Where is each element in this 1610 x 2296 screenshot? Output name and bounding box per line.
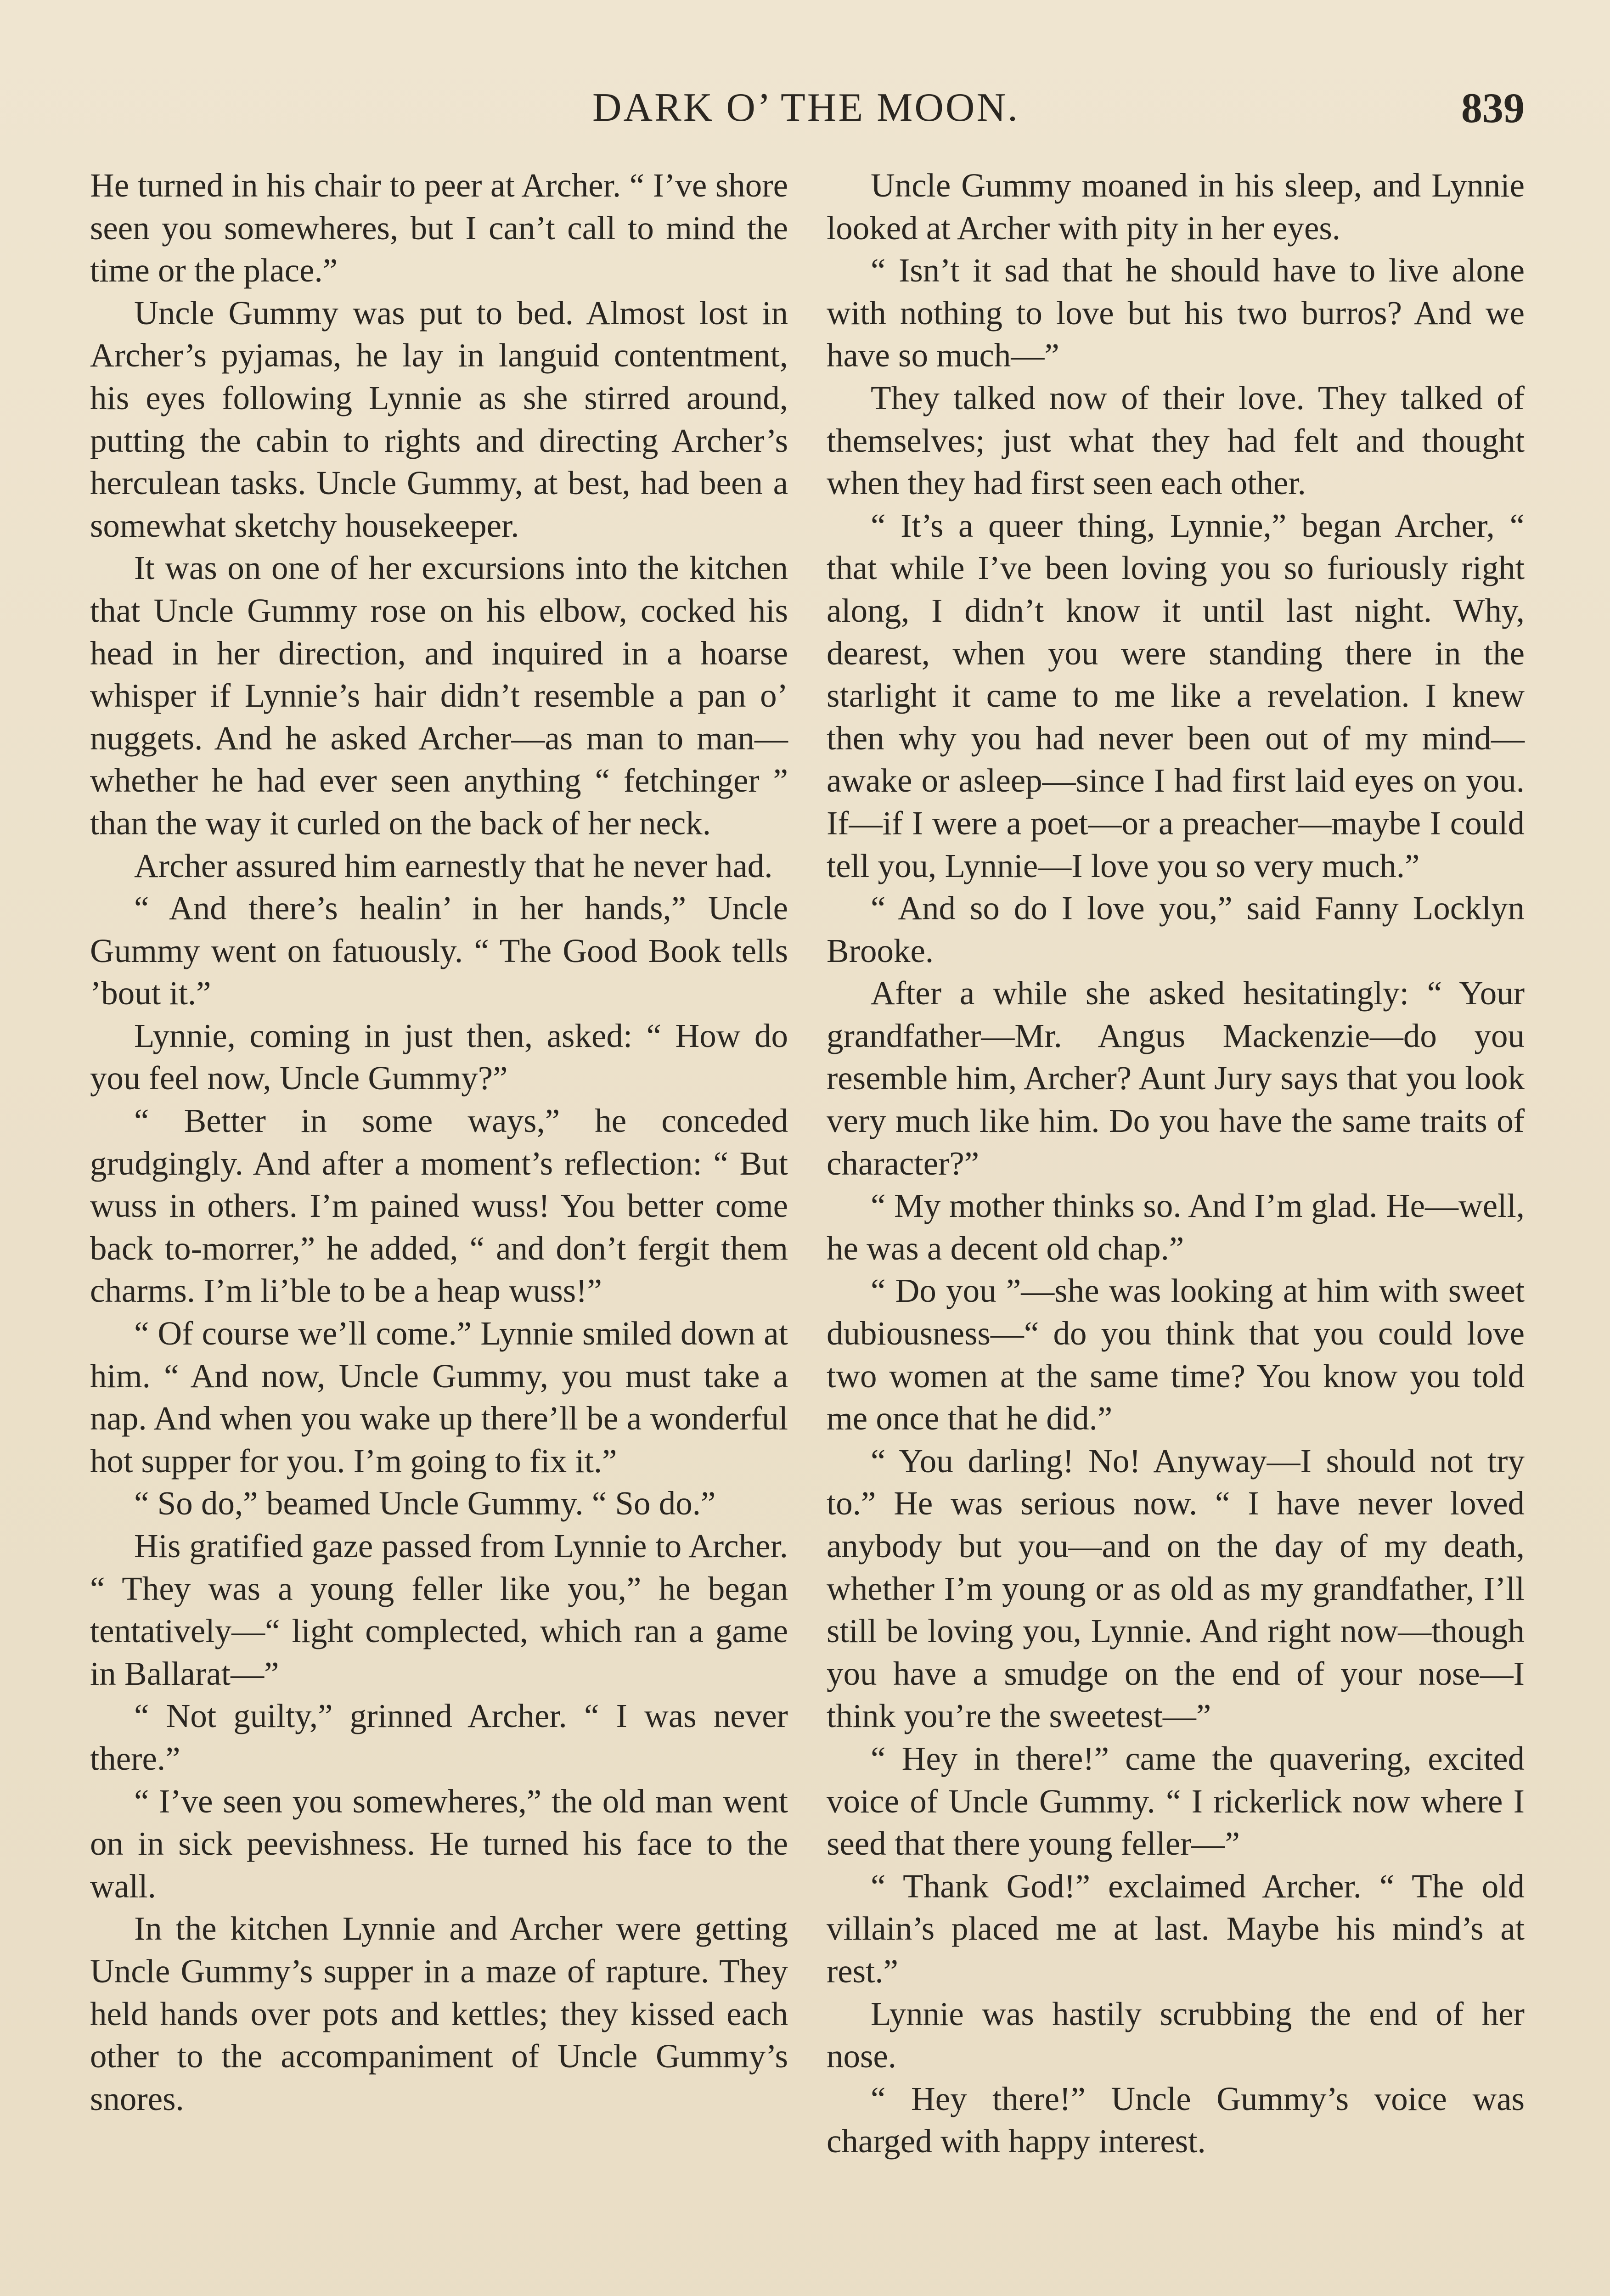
paragraph: “ Hey there!” Uncle Gummy’s voice was charged with happy interest. <box>827 2080 1525 2160</box>
running-title: DARK O’ THE MOON. <box>592 85 1020 130</box>
paragraph: Uncle Gummy moaned in his sleep, and Lynnie looked at Archer with pity in her eyes. <box>827 167 1525 247</box>
paragraph: “ Hey in there!” came the quavering, excited voice of Uncle Gummy. “ I rickerlick now where I seed that there young feller—” <box>827 1739 1525 1863</box>
paragraph: “ Of course we’ll come.” Lynnie smiled down at him. “ And now, Uncle Gummy, you must take a nap. And when you wake up there’ll be a wonderful hot supper for you. I’m going to fix it.” <box>90 1315 788 1480</box>
right-column <box>827 164 1525 2296</box>
paragraph: “ My mother thinks so. And I’m glad. He—well, he was a decent old chap.” <box>827 1187 1525 1267</box>
paragraph: After a while she asked hesitatingly: “ Your grandfather—Mr. Angus Mackenzie—do you resemble him, Archer? Aunt Jury says that you look very much like him. Do you have the same traits of character?” <box>827 974 1525 1182</box>
paragraph: “ It’s a queer thing, Lynnie,” began Archer, “ that while I’ve been loving you so furiously right along, I didn’t know it until last night. Why, dearest, when you were standing there in the starlight it came to me like a revelation. I knew then why you had never been out of my mind—awake or asleep—since I had first laid eyes on you. If—if I were a poet—or a preacher—maybe I could tell you, Lynnie—I love you so very much.” <box>827 506 1525 884</box>
paragraph: “ Isn’t it sad that he should have to live alone with nothing to love but his two burros? And we have so much—” <box>827 252 1525 374</box>
paragraph: “ Do you ”—she was looking at him with sweet dubiousness—“ do you think that you could love two women at the same time? You know you told me once that he did.” <box>827 1272 1525 1437</box>
paragraph: “ Thank God!” exclaimed Archer. “ The old villain’s placed me at last. Maybe his mind’s at rest.” <box>827 1867 1525 1990</box>
left-column <box>90 164 788 2296</box>
paragraph: Uncle Gummy was put to bed. Almost lost in Archer’s pyjamas, he lay in languid contentment, his eyes following Lynnie as she stirred around, putting the cabin to rights and directing Archer’s herculean tasks. Uncle Gummy, at best, had been a somewhat sketchy housekeeper. <box>90 294 788 544</box>
page-number: 839 <box>1461 84 1525 131</box>
paragraph: “ And there’s healin’ in her hands,” Uncle Gummy went on fatuously. “ The Good Book tells ’bout it.” <box>90 889 788 1012</box>
paragraph: In the kitchen Lynnie and Archer were getting Uncle Gummy’s supper in a maze of rapture. They held hands over pots and kettles; they kissed each other to the accompaniment of Uncle Gummy’s snores. <box>90 1910 788 2117</box>
paragraph: “ So do,” beamed Uncle Gummy. “ So do.” <box>134 1485 716 1522</box>
paragraph: Lynnie was hastily scrubbing the end of her nose. <box>827 1995 1525 2075</box>
paragraph: His gratified gaze passed from Lynnie to Archer. “ They was a young feller like you,” he began tentatively—“ light complected, which ran a game in Ballarat—” <box>90 1527 788 1692</box>
paragraph: They talked now of their love. They talked of themselves; just what they had felt and thought when they had first seen each other. <box>827 379 1525 502</box>
page-header <box>87 78 1525 138</box>
paragraph: “ I’ve seen you somewheres,” the old man went on in sick peevishness. He turned his face to the wall. <box>90 1782 788 1905</box>
paragraph: “ Not guilty,” grinned Archer. “ I was never there.” <box>90 1697 788 1777</box>
paragraph: He turned in his chair to peer at Archer. “ I’ve shore seen you somewheres, but I can’t call to mind the time or the place.” <box>90 167 788 289</box>
paragraph: “ Better in some ways,” he conceded grudgingly. And after a moment’s reflection: “ But wuss in others. I’m pained wuss! You better come back to-morrer,” he added, “ and don’t fergit them charms. I’m li’ble to be a heap wuss!” <box>90 1102 788 1310</box>
paragraph: “ You darling! No! Anyway—I should not try to.” He was serious now. “ I have never loved anybody but you—and on the day of my death, whether I’m young or as old as my grandfather, I’ll still be loving you, Lynnie. And right now—though you have a smudge on the end of your nose—I think you’re the sweetest—” <box>827 1442 1525 1735</box>
paragraph: Archer assured him earnestly that he never had. <box>134 847 773 884</box>
paragraph: Lynnie, coming in just then, asked: “ How do you feel now, Uncle Gummy?” <box>90 1017 788 1097</box>
paragraph: “ And so do I love you,” said Fanny Locklyn Brooke. <box>827 889 1525 969</box>
paragraph: It was on one of her excursions into the kitchen that Uncle Gummy rose on his elbow, cocked his head in her direction, and inquired in a hoarse whisper if Lynnie’s hair didn’t resemble a pan o’ nuggets. And he asked Archer—as man to man—whether he had ever seen anything “ fetchinger ” than the way it curled on the back of her neck. <box>90 549 788 842</box>
